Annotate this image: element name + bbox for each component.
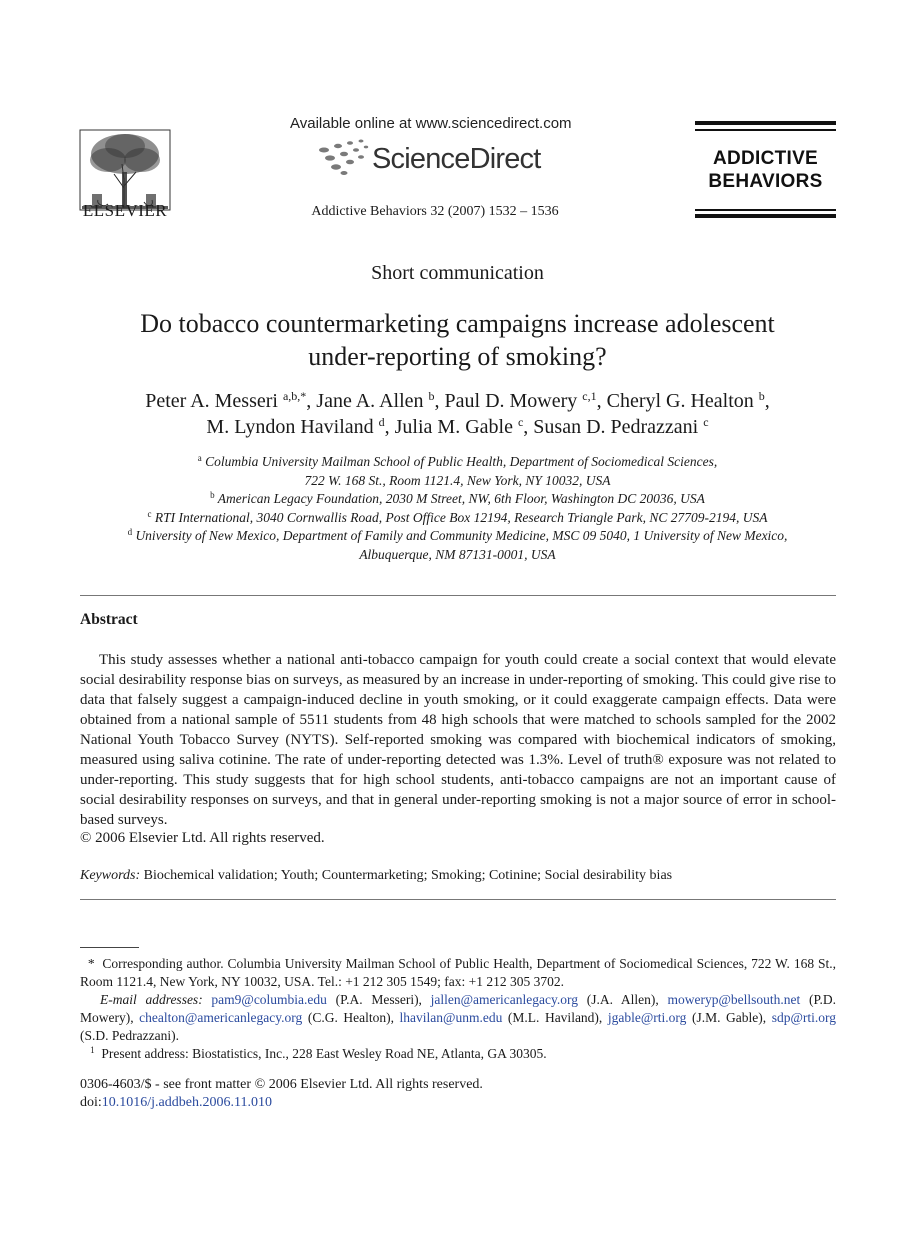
journal-name-line: ADDICTIVE [712,148,819,169]
keywords [80,868,836,884]
footnotes [80,955,836,1063]
affiliation-mark: d [127,527,133,537]
journal-name-line: BEHAVIORS [708,171,823,192]
author-name[interactable]: Peter A. Messeri [145,390,278,412]
affiliations [60,453,855,564]
section-type: Short communication [371,262,544,284]
author-affil-mark[interactable]: d [378,415,385,429]
publisher-wordmark: ELSEVIER [82,201,168,220]
affiliation-text: 722 W. 168 St., Room 1121.4, New York, NY 10032, USA [304,472,611,488]
author-separator: , [306,390,317,412]
affiliation-mark: a [197,453,202,463]
journal-name [695,147,836,193]
author-affil-mark[interactable]: b [758,389,765,403]
footnote-text: Present address: Biostatistics, Inc., 228 East Wesley Road NE, Atlanta, GA 30305. [101,1046,547,1061]
affiliation-c [60,509,855,528]
author-affil-mark[interactable]: a,b,* [282,389,307,403]
journal-masthead [695,121,836,218]
sciencedirect-dots-icon [316,138,376,176]
email-link[interactable]: chealton@americanlegacy.org [139,1010,303,1025]
title-line: under-reporting of smoking? [308,342,607,371]
abstract-body [80,650,836,830]
section-divider [80,595,836,596]
author-list [60,388,855,440]
email-owner: (M.L. Haviland), [502,1010,608,1025]
email-link[interactable]: sdp@rti.org [771,1010,836,1025]
abstract-heading: Abstract [80,611,138,628]
author-name[interactable]: Julia M. Gable [394,416,513,438]
keywords-label: Keywords: [80,868,141,883]
email-owner: (C.G. Healton), [302,1010,400,1025]
author-separator: , [523,416,534,438]
doi-link[interactable]: 10.1016/j.addbeh.2006.11.010 [101,1095,272,1110]
email-link[interactable]: pam9@columbia.edu [211,992,327,1007]
author-affil-mark[interactable]: c,1 [582,389,597,403]
author-separator: , [434,390,445,412]
keywords-text: Biochemical validation; Youth; Countermarketing; Smoking; Cotinine; Social desirability bias [143,868,673,883]
present-address-note [80,1045,836,1063]
author-name[interactable]: Paul D. Mowery [444,390,578,412]
affiliation-mark: b [210,490,215,500]
issn-line: 0306-4603/$ - see front matter © 2006 Elsevier Ltd. All rights reserved. [80,1077,483,1092]
abstract-copyright: © 2006 Elsevier Ltd. All rights reserved. [80,830,325,846]
masthead-rule [695,214,836,218]
email-owner: (J.A. Allen), [578,992,668,1007]
title-line: Do tobacco countermarketing campaigns increase adolescent [140,309,775,338]
footnote-rule [80,947,139,948]
email-link[interactable]: lhavilan@unm.edu [399,1010,503,1025]
email-link[interactable]: jallen@americanlegacy.org [430,992,579,1007]
author-line [60,388,855,414]
affiliation-a [60,453,855,472]
email-owner: (S.D. Pedrazzani). [80,1028,179,1043]
author-name[interactable]: Susan D. Pedrazzani [533,416,699,438]
masthead-rule [695,209,836,211]
affiliation-d [60,527,855,546]
author-name[interactable]: Cheryl G. Healton [606,390,754,412]
affiliation-text: University of New Mexico, Department of Family and Community Medicine, MSC 09 5040, 1 University of New Mexico, [135,528,788,543]
available-online-text[interactable]: Available online at www.sciencedirect.com [290,115,572,132]
author-affil-mark[interactable]: c [703,415,709,429]
affiliation-mark: c [147,508,152,519]
doi-line [80,1094,836,1112]
author-separator: , [384,416,395,438]
author-line [60,414,855,440]
masthead-rule [695,129,836,131]
email-owner: (P.A. Messeri), [326,992,431,1007]
abstract-paragraph: This study assesses whether a national anti-tobacco campaign for youth could create a social context that would elevate social desirability response bias on surveys, as measured by an increase in under-reporting of smoking. This could give rise to data that falsely suggest a campaign-induced decline in youth smoking, or it could exaggerate campaign effects. Data were obtained from a national sample of 5511 students from 48 high schools that were matched to schools sampled for the 2002 National Youth Tobacco Survey (NYTS). Self-reported smoking was compared with biochemical indicators of smoking, measured using saliva cotinine. The rate of under-reporting detected was 1.3%. Level of truth® exposure was not related to under-reporting. This study suggests that for high school students, anti-tobacco campaigns are not an important cause of social desirability responses on surveys, and that in general under-reporting smoking is not a major source of error in school-based surveys. [80,652,836,828]
article-title [90,307,825,373]
footnote-mark: * [87,956,95,971]
author-separator: , [764,390,770,412]
email-owner: (P.D. Mowery), [80,992,836,1025]
affiliation-text: RTI International, 3040 Cornwallis Road, Post Office Box 12194, Research Triangle Park, NC 27709-2194, USA [154,509,768,525]
corresponding-author-note [80,955,836,991]
footnote-text: Corresponding author. Columbia University Mailman School of Public Health, Department of Sociomedical Sciences, 722 W. 168 St., Room 1121.4, New York, NY 10032, USA. Tel.: +1 212 305 1549; fax: +1 212 305 3702. [80,956,836,989]
author-name[interactable]: M. Lyndon Haviland [206,416,374,438]
author-affil-mark[interactable]: c [517,415,524,429]
journal-citation: Addictive Behaviors 32 (2007) 1532 – 1536 [311,204,559,219]
footnote-mark: 1 [90,1045,95,1055]
section-divider [80,899,836,900]
email-link[interactable]: jgable@rti.org [607,1010,687,1025]
masthead-rule [695,121,836,125]
author-name[interactable]: Jane A. Allen [316,390,424,412]
affiliation-text: Columbia University Mailman School of Public Health, Department of Sociomedical Sciences, [205,454,718,469]
email-link[interactable]: moweryp@bellsouth.net [667,992,801,1007]
article-identifiers [80,1076,836,1112]
doi-prefix: doi: [80,1095,102,1110]
email-owner: (J.M. Gable), [686,1010,772,1025]
sciencedirect-logo[interactable]: ScienceDirect [372,143,541,175]
email-note [80,991,836,1045]
email-label: E-mail addresses: [100,992,203,1007]
affiliation-text: American Legacy Foundation, 2030 M Street, NW, 6th Floor, Washington DC 20036, USA [217,491,705,506]
author-affil-mark[interactable]: b [428,389,435,403]
affiliation-text: Albuquerque, NM 87131-0001, USA [359,546,556,562]
author-separator: , [596,390,607,412]
affiliation-b [60,490,855,509]
